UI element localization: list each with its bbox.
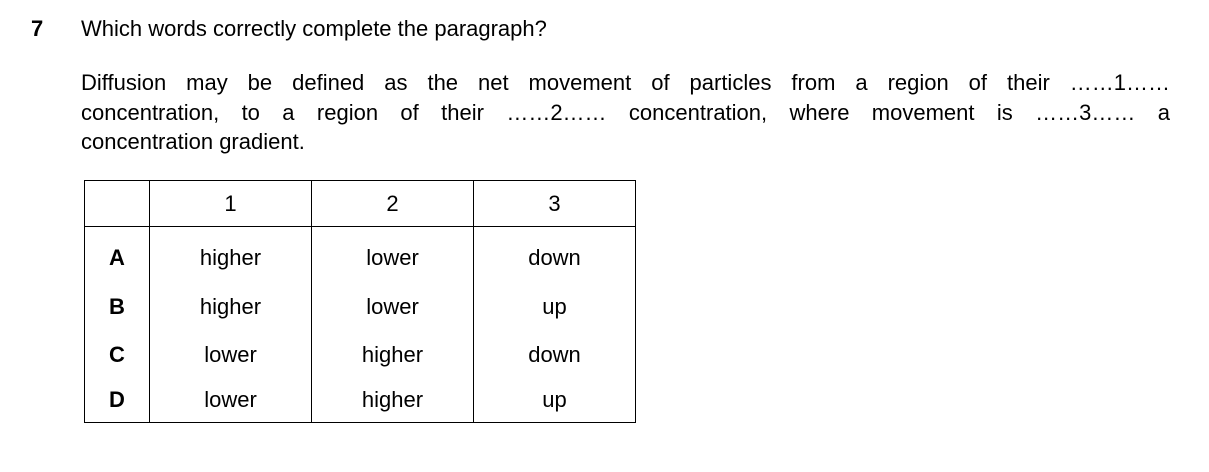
cell-word-3: down xyxy=(474,227,636,283)
table-header-row xyxy=(85,181,636,227)
question-prompt: Which words correctly complete the paragraph? xyxy=(81,16,547,41)
paragraph xyxy=(81,68,1170,157)
cell-word-1: higher xyxy=(150,227,312,283)
header-cell-3: 3 xyxy=(474,181,636,227)
cell-word-2: higher xyxy=(312,379,474,423)
answer-table xyxy=(84,180,636,423)
cell-word-1: higher xyxy=(150,283,312,331)
paragraph-line-3: concentration gradient. xyxy=(81,129,305,154)
paragraph-line-1: Diffusion may be defined as the net movement of particles from a region of their ……1…… xyxy=(81,70,1170,95)
option-key: A xyxy=(85,227,150,283)
table-row[interactable] xyxy=(85,379,636,423)
header-cell-1: 1 xyxy=(150,181,312,227)
option-key: D xyxy=(85,379,150,423)
header-cell-key xyxy=(85,181,150,227)
cell-word-2: higher xyxy=(312,331,474,379)
cell-word-3: up xyxy=(474,379,636,423)
paragraph-line-2: concentration, to a region of their ……2…… concentration, where movement is ……3…… a xyxy=(81,99,1170,125)
table-row[interactable] xyxy=(85,283,636,331)
question-number: 7 xyxy=(31,16,44,41)
cell-word-1: lower xyxy=(150,331,312,379)
table-row[interactable] xyxy=(85,331,636,379)
cell-word-3: down xyxy=(474,331,636,379)
cell-word-2: lower xyxy=(312,283,474,331)
cell-word-1: lower xyxy=(150,379,312,423)
cell-word-2: lower xyxy=(312,227,474,283)
option-key: B xyxy=(85,283,150,331)
option-key: C xyxy=(85,331,150,379)
table-row[interactable] xyxy=(85,227,636,283)
cell-word-3: up xyxy=(474,283,636,331)
header-cell-2: 2 xyxy=(312,181,474,227)
